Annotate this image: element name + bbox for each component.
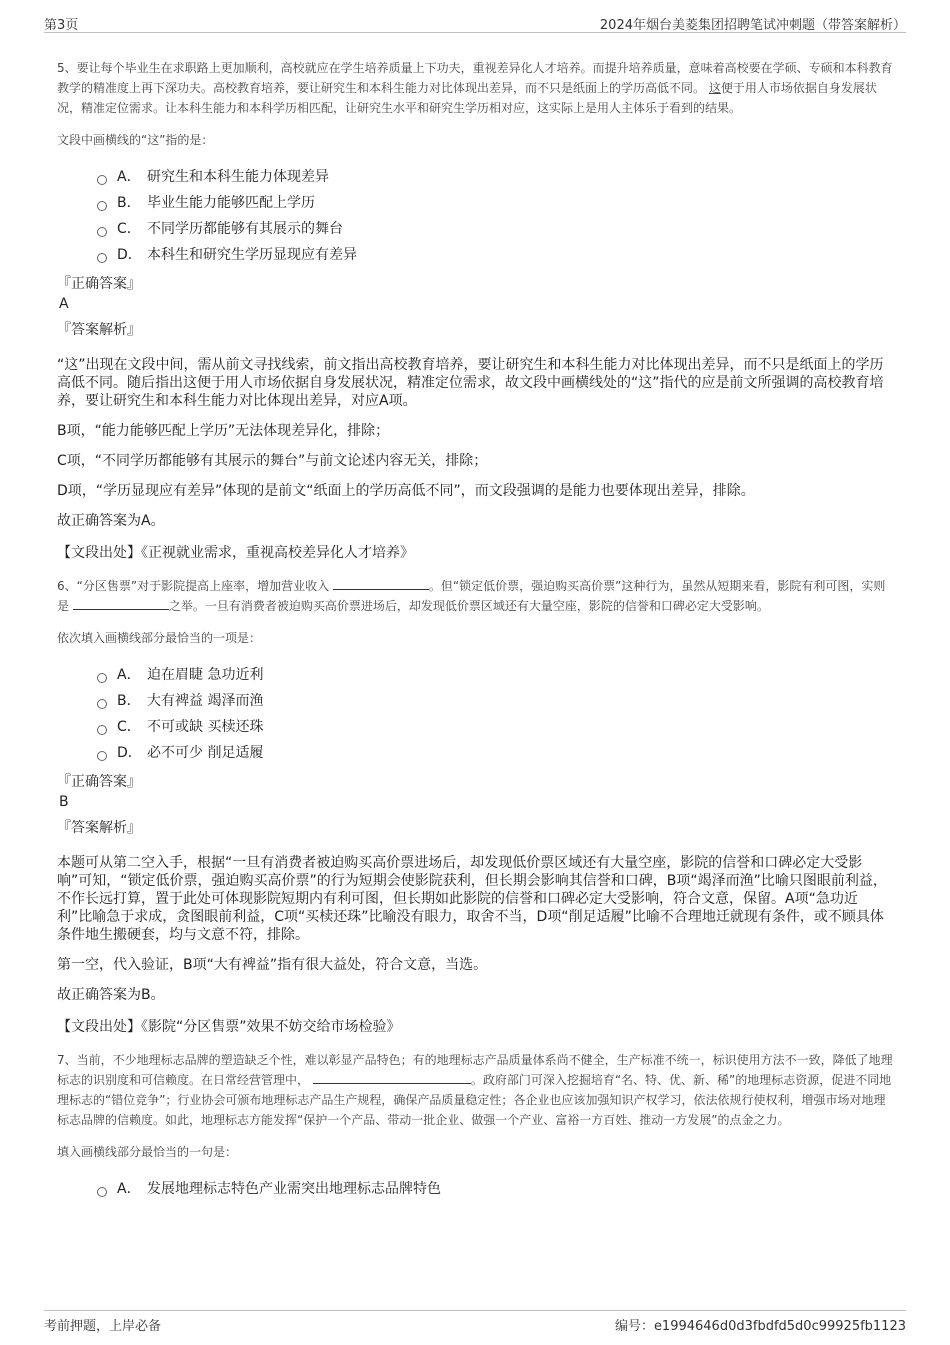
radio-icon[interactable] bbox=[97, 699, 107, 709]
question-7-prompt: 填入画横线部分最恰当的一句是： bbox=[57, 1145, 238, 1159]
document-body bbox=[57, 58, 893, 1202]
option-c[interactable]: C． 不可或缺 买椟还珠 bbox=[97, 714, 893, 740]
correct-answer-value: B bbox=[59, 794, 69, 810]
fill-blank bbox=[313, 1071, 471, 1084]
correct-answer-value: A bbox=[59, 296, 69, 312]
option-a[interactable]: A． 发展地理标志特色产业需突出地理标志品牌特色 bbox=[97, 1176, 893, 1202]
analysis-paragraph: 故正确答案为B。 bbox=[57, 987, 165, 1003]
question-5-prompt: 文段中画横线的“这”指的是： bbox=[57, 133, 214, 147]
document-id: 编号：e1994646d0d3fbdfd5d0c99925fb1123 bbox=[614, 1319, 906, 1334]
page-footer bbox=[44, 1310, 906, 1334]
radio-icon[interactable] bbox=[97, 227, 107, 237]
option-c[interactable]: C． 不同学历都能够有其展示的舞台 bbox=[97, 216, 893, 242]
question-5-text: 5、要让每个毕业生在求职路上更加顺利，高校就应在学生培养质量上下功夫，重视差异化人才培养。而提升培养质量，意味着高校要在学硕、专硕和本科教育教学的精准度上再下深功夫。高校教育培养，要让研究生和本科生能力对比体现出差异，而不只是纸面上的学历高低不同。 这便于用人市场依据自身发展状况，精准定位需求。让本科生能力和本科学历相匹配，让研究生水平和研究生学历相对应，这实际上是用人主体乐于看到的结果。 bbox=[57, 61, 893, 115]
analysis-paragraph: 本题可从第二空入手，根据“一旦有消费者被迫购买高价票进场后，却发现低价票区域还有大量空座，影院的信誉和口碑必定大受影响”可知，“锁定低价票，强迫购买高价票”的行为短期会使影院获利，但长期会影响其信誉和口碑，B项“竭泽而渔”比喻只图眼前利益，不作长远打算，置于此处可体现影院短期内有利可图，但长期如此影院的信誉和口碑必定大受影响，符合文意，保留。A项“急功近利”比喻急于求成，贪图眼前利益，C项“买椟还珠”比喻没有眼力，取舍不当，D项“削足适履”比喻不合理地迁就现有条件，或不顾具体条件地生搬硬套，均与文意不符，排除。 bbox=[57, 855, 887, 943]
document-title: 2024年烟台美菱集团招聘笔试冲刺题（带答案解析） bbox=[599, 18, 906, 33]
question-6-prompt: 依次填入画横线部分最恰当的一项是： bbox=[57, 631, 262, 645]
option-a[interactable]: A． 迫在眉睫 急功近利 bbox=[97, 662, 893, 688]
analysis-paragraph: B项，“能力能够匹配上学历”无法体现差异化，排除； bbox=[57, 423, 390, 439]
analysis-paragraph: 第一空，代入验证，B项“大有裨益”指有很大益处，符合文意，当选。 bbox=[57, 957, 488, 973]
fill-blank bbox=[333, 577, 429, 590]
correct-answer-label: 『正确答案』 bbox=[57, 774, 141, 790]
analysis-paragraph: 故正确答案为A。 bbox=[57, 513, 165, 529]
radio-icon[interactable] bbox=[97, 751, 107, 761]
radio-icon[interactable] bbox=[97, 725, 107, 735]
radio-icon[interactable] bbox=[97, 253, 107, 263]
option-a[interactable]: A． 研究生和本科生能力体现差异 bbox=[97, 164, 893, 190]
source-line: 【文段出处】《正视就业需求，重视高校差异化人才培养》 bbox=[57, 545, 414, 561]
radio-icon[interactable] bbox=[97, 175, 107, 185]
question-6-text: 6、“分区售票”对于影院提高上座率，增加营业收入 。但“锁定低价票，强迫购买高价票”这种行为，虽然从短期来看，影院有利可图，实则是 之举。一旦有消费者被迫购买高价票进场后，却发现低价票区域还有大量空座，影院的信誉和口碑必定大受影响。 bbox=[57, 579, 886, 613]
radio-icon[interactable] bbox=[97, 201, 107, 211]
source-line: 【文段出处】《影院“分区售票”效果不妨交给市场检验》 bbox=[57, 1019, 401, 1035]
option-d[interactable]: D． 本科生和研究生学历显现应有差异 bbox=[97, 242, 893, 268]
analysis-paragraph: D项，“学历显现应有差异”体现的是前文“纸面上的学历高低不同”，而文段强调的是能力也要体现出差异，排除。 bbox=[57, 483, 755, 499]
radio-icon[interactable] bbox=[97, 673, 107, 683]
analysis-label: 『答案解析』 bbox=[57, 820, 141, 836]
question-6-options bbox=[97, 662, 893, 766]
correct-answer-label: 『正确答案』 bbox=[57, 276, 141, 292]
fill-blank bbox=[73, 597, 169, 610]
question-7-text: 7、当前，不少地理标志品牌的塑造缺乏个性，难以彰显产品特色；有的地理标志产品质量体系尚不健全，生产标准不统一，标识使用方法不一致，降低了地理标志的识别度和可信赖度。在日常经营管理中， 。政府部门可深入挖掘培育“名、特、优、新、稀”的地理标志资源，促进不同地理标志的“错位竞争”；行业协会可颁布地理标志产品生产规程，确保产品质量稳定性；各企业也应该加强知识产权学习，依法依规行使权利，增强市场对地理标志品牌的信赖度。如此，地理标志方能发挥“保护一个产品、带动一批企业、做强一个产业、富裕一方百姓、推动一方发展”的点金之力。 bbox=[57, 1053, 893, 1127]
question-7 bbox=[57, 1050, 893, 1202]
analysis-label: 『答案解析』 bbox=[57, 322, 141, 338]
question-5 bbox=[57, 58, 893, 562]
page-number: 第3页 bbox=[44, 18, 79, 33]
underlined-word: 这 bbox=[708, 81, 721, 95]
footer-slogan: 考前押题，上岸必备 bbox=[44, 1319, 162, 1334]
question-6 bbox=[57, 576, 893, 1036]
analysis-paragraph: C项，“不同学历都能够有其展示的舞台”与前文论述内容无关，排除； bbox=[57, 453, 488, 469]
option-d[interactable]: D． 必不可少 削足适履 bbox=[97, 740, 893, 766]
page-header bbox=[44, 12, 906, 33]
option-b[interactable]: B． 大有裨益 竭泽而渔 bbox=[97, 688, 893, 714]
question-7-options bbox=[97, 1176, 893, 1202]
option-b[interactable]: B． 毕业生能力能够匹配上学历 bbox=[97, 190, 893, 216]
question-5-options bbox=[97, 164, 893, 268]
radio-icon[interactable] bbox=[97, 1187, 107, 1197]
analysis-paragraph: “这”出现在文段中间，需从前文寻找线索，前文指出高校教育培养，要让研究生和本科生能力对比体现出差异，而不只是纸面上的学历高低不同。随后指出这便于用人市场依据自身发展状况，精准定位需求，故文段中画横线处的“这”指代的应是前文所强调的高校教育培养，要让研究生和本科生能力对比体现出差异，对应A项。 bbox=[57, 357, 884, 409]
